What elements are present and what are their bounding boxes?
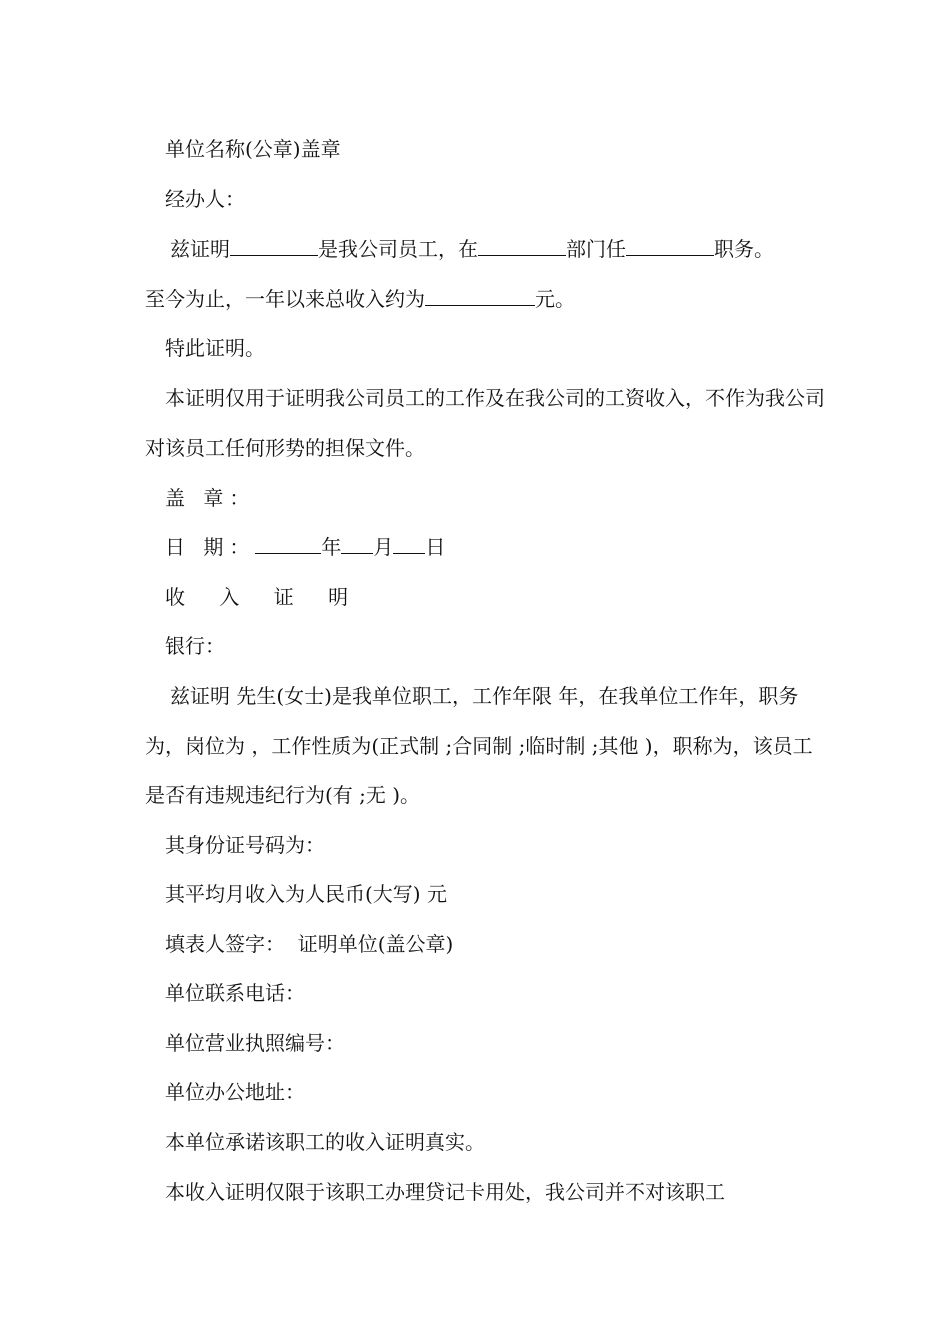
name-blank [230,234,318,256]
stamp-line: 盖 章： [165,486,256,510]
date-line [145,523,825,573]
unit-phone-line: 单位联系电话： [165,981,305,1005]
usage-limit-line: 本收入证明仅限于该职工办理贷记卡用处，我公司并不对该职工 [165,1180,725,1204]
income-certificate-title: 收 入 证 明 [165,585,363,609]
day-label: 日 [425,535,446,559]
day-blank [393,532,425,554]
position-blank [626,234,714,256]
id-number-line: 其身份证号码为： [165,833,325,857]
income-blank [425,284,535,306]
year-blank [255,532,321,554]
bank-line: 银行： [165,634,225,658]
department-blank [478,234,566,256]
signature-line: 填表人签字： 证明单位(盖公章) [165,932,454,956]
monthly-income-line: 其平均月收入为人民币(大写) 元 [165,882,447,906]
disclaimer-paragraph: 本证明仅用于证明我公司员工的工作及在我公司的工资收入，不作为我公司对该员工任何形势的担保文件。 [145,386,825,460]
business-license-line: 单位营业执照编号： [165,1031,345,1055]
certify-text-3: 部门任 [566,237,626,261]
year-label: 年 [321,535,342,559]
certify-text-2: 是我公司员工，在 [318,237,478,261]
month-label: 月 [373,535,394,559]
certify-text-1: 兹证明 [170,237,230,261]
office-address-line: 单位办公地址： [165,1080,305,1104]
date-label: 日 期： [165,535,256,559]
income-text-1: 至今为止，一年以来总收入约为 [145,286,425,311]
handler-line: 经办人： [165,187,245,211]
unit-name-stamp-line: 单位名称(公章)盖章 [165,137,341,161]
month-blank [341,532,373,554]
promise-line: 本单位承诺该职工的收入证明真实。 [165,1130,485,1154]
hereby-certify-line: 特此证明。 [165,336,265,360]
certify-employee-paragraph [145,225,825,324]
certify-text-4: 职务。 [714,237,774,261]
employee-details-paragraph: 兹证明 先生(女士)是我单位职工，工作年限 年，在我单位工作年，职务为，岗位为 ，工作性质为(正式制 ;合同制 ;临时制 ;其他 )，职称为，该员工是否有违规违纪行为(有 ;无 )。 [145,684,813,807]
income-text-2: 元。 [535,286,575,311]
